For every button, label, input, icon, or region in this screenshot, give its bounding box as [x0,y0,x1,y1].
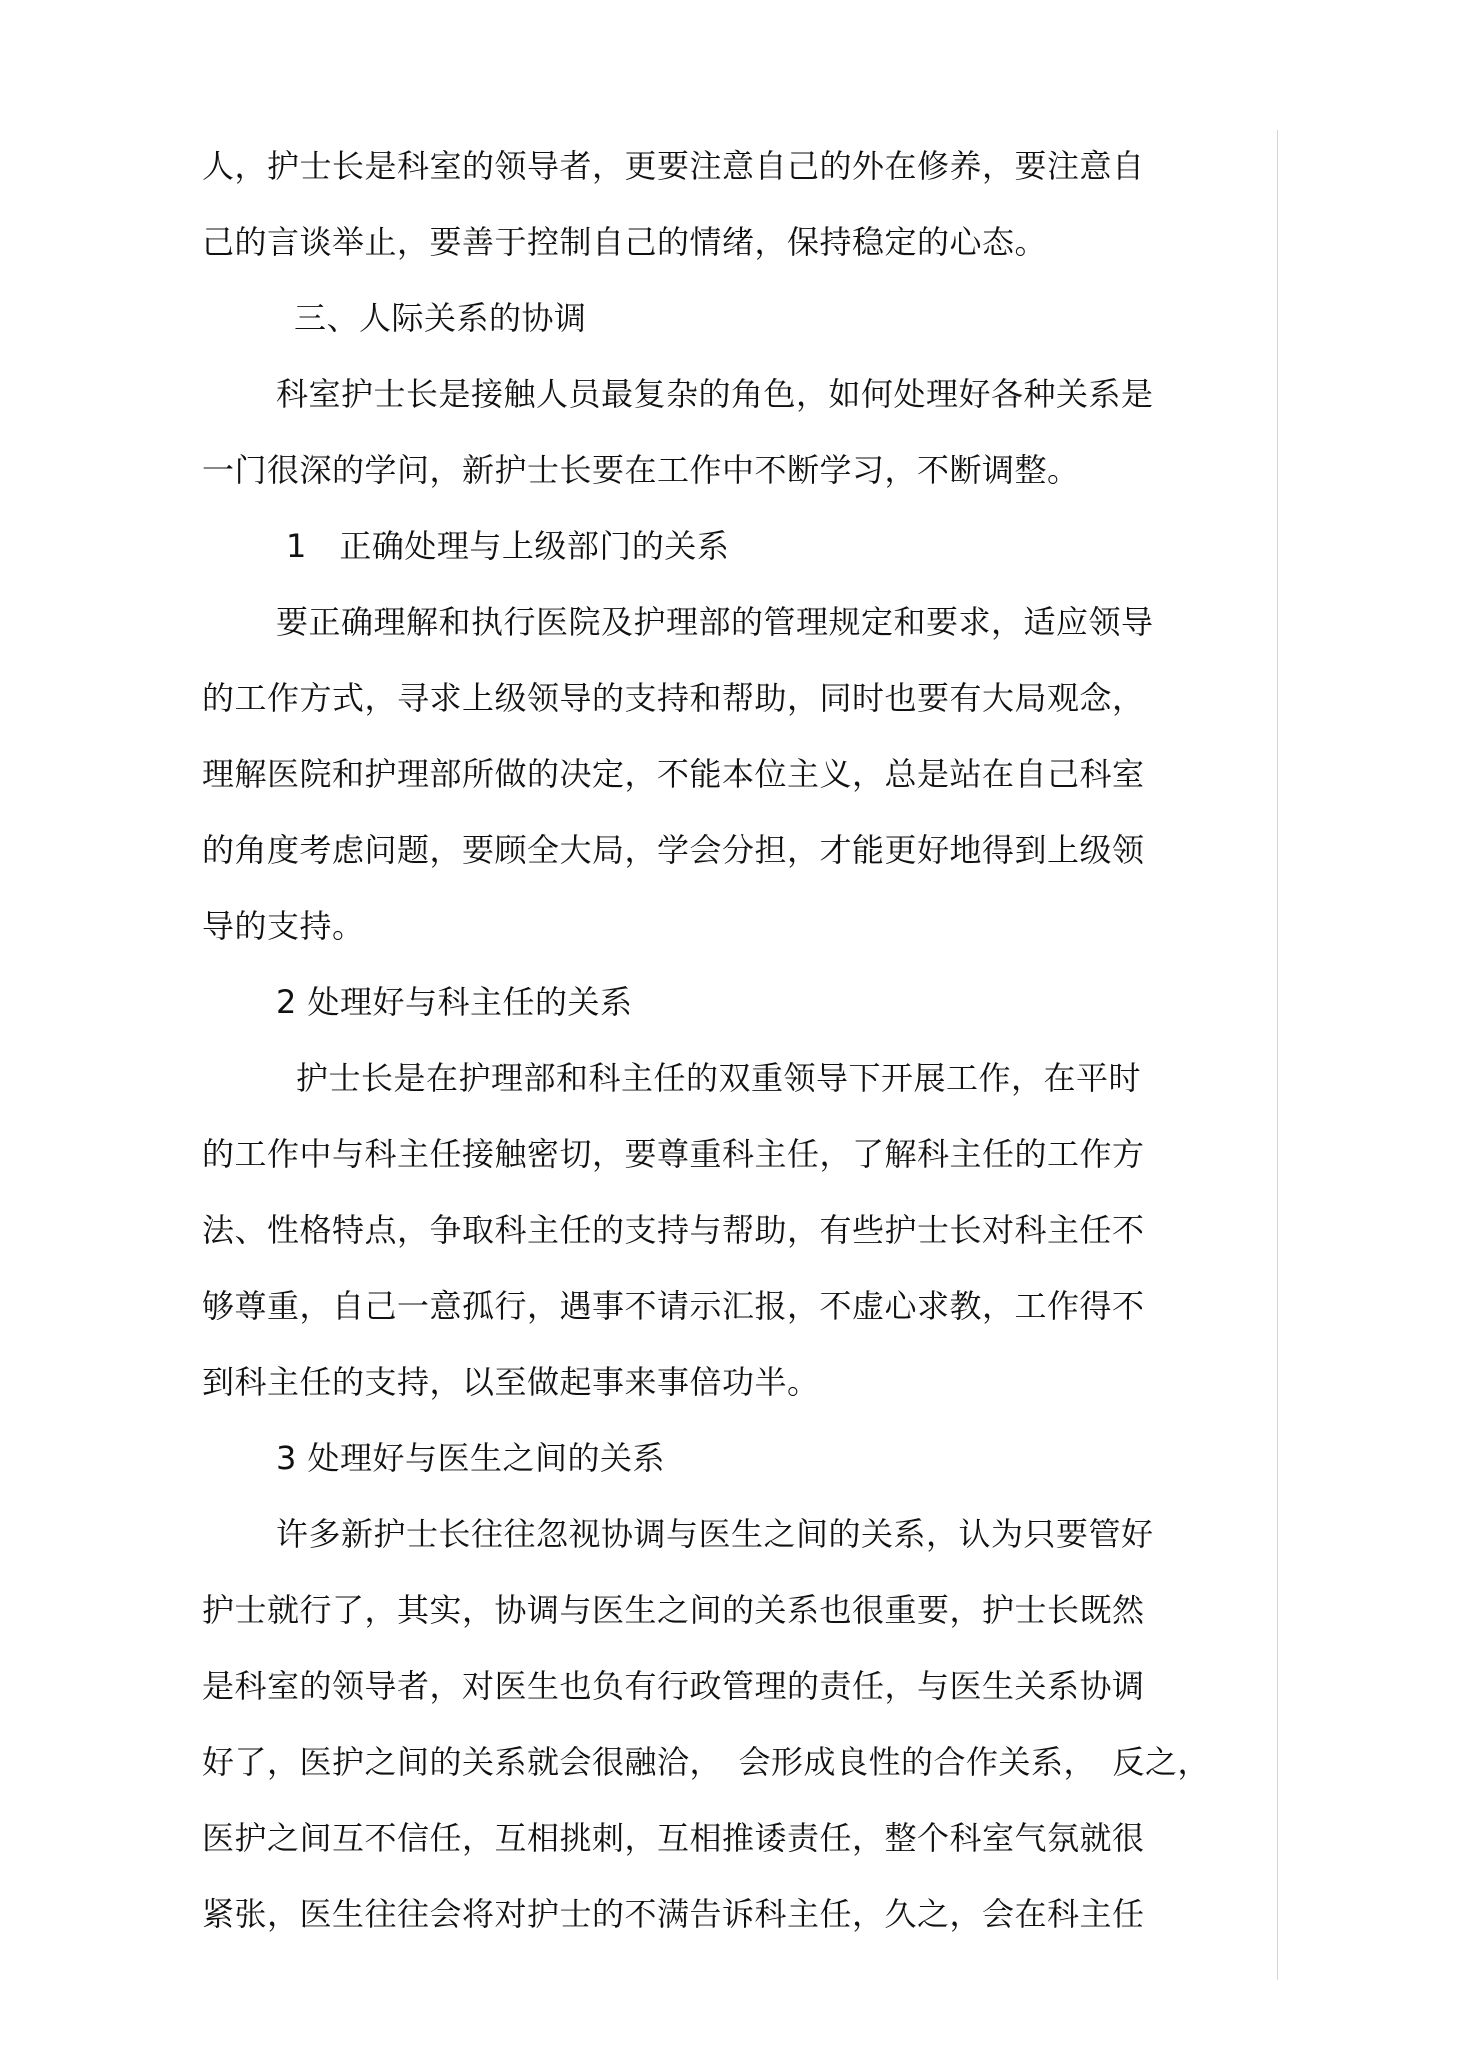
subsection-heading: 1 正确处理与上级部门的关系 [286,527,730,565]
paragraph-first-line: 护士长是在护理部和科主任的双重领导下开展工作，在平时 [296,1059,1142,1097]
paragraph-first-line: 许多新护士长往往忽视协调与医生之间的关系，认为只要管好 [276,1515,1154,1553]
text-line: 的工作方式，寻求上级领导的支持和帮助，同时也要有大局观念， [202,679,1145,717]
text-line: 医护之间互不信任，互相挑刺，互相推诿责任，整个科室气氛就很 [202,1819,1145,1857]
subsection-heading: 3 处理好与医生之间的关系 [276,1439,666,1477]
text-line: 法、性格特点，争取科主任的支持与帮助，有些护士长对科主任不 [202,1211,1145,1249]
text-line: 紧张，医生往往会将对护士的不满告诉科主任，久之，会在科主任 [202,1895,1145,1933]
text-line: 理解医院和护理部所做的决定，不能本位主义，总是站在自己科室 [202,755,1145,793]
text-line: 的工作中与科主任接触密切，要尊重科主任，了解科主任的工作方 [202,1135,1145,1173]
text-line: 护士就行了，其实，协调与医生之间的关系也很重要，护士长既然 [202,1591,1145,1629]
text-line: 好了，医护之间的关系就会很融洽， 会形成良性的合作关系， 反之， [202,1743,1211,1781]
text-line: 是科室的领导者，对医生也负有行政管理的责任，与医生关系协调 [202,1667,1145,1705]
right-margin-rule [1277,130,1278,1980]
text-line: 够尊重，自己一意孤行，遇事不请示汇报，不虚心求教，工作得不 [202,1287,1145,1325]
section-heading: 三、人际关系的协调 [294,299,587,337]
text-line: 己的言谈举止，要善于控制自己的情绪，保持稳定的心态。 [202,223,1048,261]
subsection-heading: 2 处理好与科主任的关系 [276,983,633,1021]
paragraph-first-line: 要正确理解和执行医院及护理部的管理规定和要求，适应领导 [276,603,1154,641]
text-line: 的角度考虑问题，要顾全大局，学会分担，才能更好地得到上级领 [202,831,1145,869]
text-line: 到科主任的支持，以至做起事来事倍功半。 [202,1363,820,1401]
paragraph-first-line: 科室护士长是接触人员最复杂的角色，如何处理好各种关系是 [276,375,1154,413]
text-line: 一门很深的学问，新护士长要在工作中不断学习，不断调整。 [202,451,1080,489]
text-line: 导的支持。 [202,907,365,945]
text-line: 人，护士长是科室的领导者，更要注意自己的外在修养，要注意自 [202,147,1145,185]
